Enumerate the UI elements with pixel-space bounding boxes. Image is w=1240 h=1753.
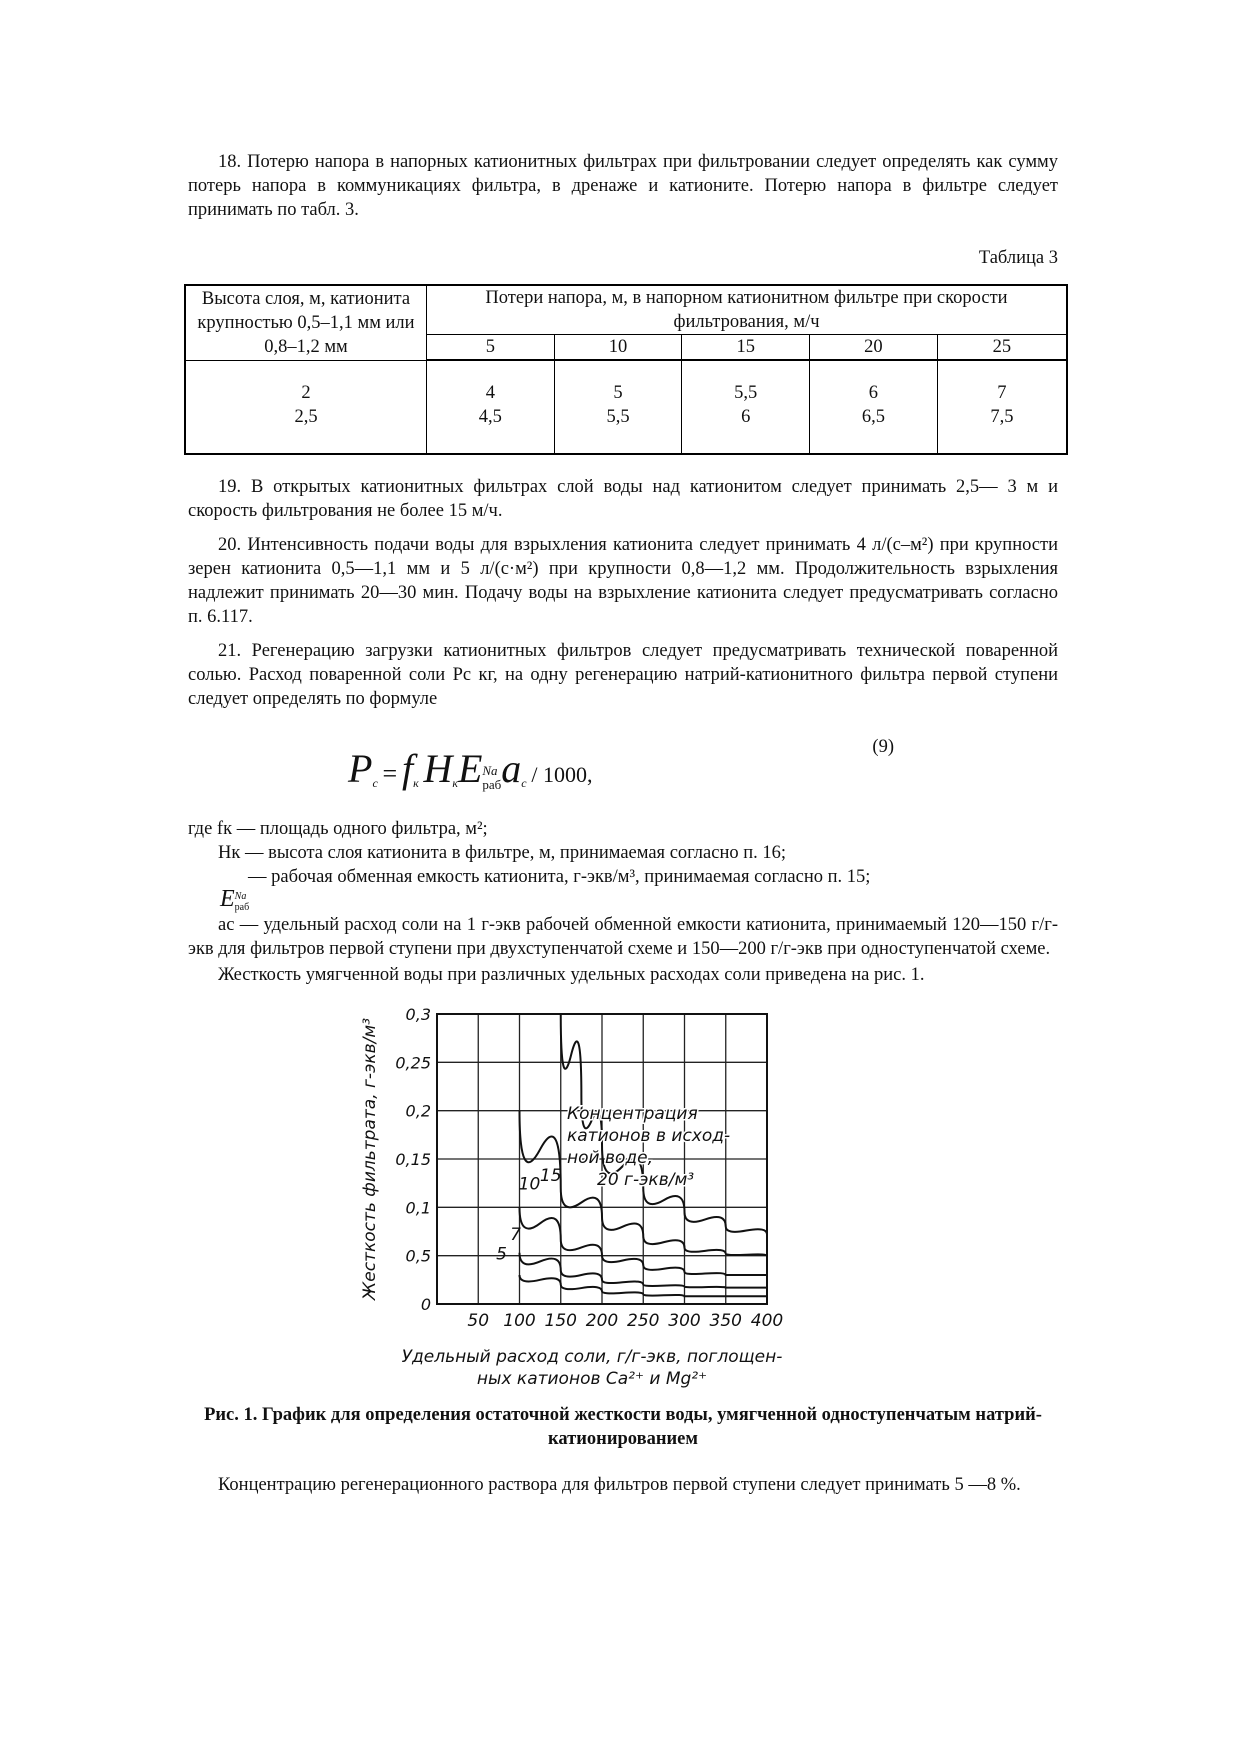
paragraph-21: 21. Регенерацию загрузки катионитных фильтров следует предусматривать технической поваренной солью. Расход поваренной соли Pc кг, на одну регенерацию натрий-катионитного фильтра первой ступени следует определять по формуле [188,641,1058,709]
legend-annotation: ной воде, [567,1148,654,1168]
y-tick-label: 0,15 [395,1150,431,1169]
x-tick-label: 300 [668,1311,701,1331]
def-fk: где fк — площадь одного фильтра, м²; [188,819,488,839]
formula: $P_c = f_к$ $H_кENa$ рабa$_c$ / 1000, [348,746,593,792]
speed-header: 25 [937,335,1067,361]
paragraph-19: 19. В открытых катионитных фильтрах слой воды над катионитом следует принимать 2,5— 3 м и скорость фильтрования не более 15 м/ч. [188,477,1058,521]
hardness-chart [337,999,857,1399]
formula-number: (9) [872,737,894,757]
table-row [185,360,1067,454]
def-ac: ac — удельный расход соли на 1 г-экв рабочей обменной емкости катионита, принимаемый 120—150 г/г-экв для фильтров первой ступени при двухступенчатой схеме и 150—200 г/г-экв при одноступенчатой схеме. [188,915,1058,959]
y-tick-label: 0,3 [405,1005,431,1024]
table-cell: 6 6,5 [810,360,938,454]
paragraph-20: 20. Интенсивность подачи воды для взрыхления катионита следует принимать 4 л/(с–м²) при крупности зерен катионита 0,5—1,1 мм и 5 л/(с·м²) при крупности 0,8—1,2 мм. Продолжительность взрыхления надлежит принимать 20—30 мин. Подачу воды на взрыхление катионита следует предусматривать согласно п. 6.117. [188,535,1058,627]
def-e-symbol: ENa раб [220,886,250,913]
table-cell: 7 7,5 [937,360,1067,454]
legend-annotation: катионов в исход- [567,1126,731,1146]
def-e: — рабочая обменная емкость катионита, г-экв/м³, принимаемая согласно п. 15; [248,867,871,887]
chart-svg [337,999,857,1399]
head-loss-table [184,284,1068,455]
series-label-15: 15 [539,1165,562,1186]
table-cell: 5 5,5 [554,360,682,454]
table-cell: 5,5 6 [682,360,810,454]
y-tick-label: 0,5 [405,1246,431,1266]
speed-header: 10 [554,335,682,361]
legend-annotation: 20 г-экв/м³ [597,1170,695,1190]
table-col1-header: Высота слоя, м, катионита крупностью 0,5–1,1 мм или 0,8–1,2 мм [185,285,427,360]
table-cell-heights: 2 2,5 [185,360,427,454]
paragraph-18: 18. Потерю напора в напорных катионитных фильтрах при фильтровании следует определять как сумму потерь напора в коммуникациях фильтра, в дренаже и катионите. Потерю напора в фильтре следует принимать по табл. 3. [188,152,1058,220]
series-label-5: 5 [496,1244,507,1265]
x-axis-label-line2: ных катионов Ca²⁺ и Mg²⁺ [476,1369,708,1389]
formula-block [188,721,1058,817]
x-axis-label-line1: Удельный расход соли, г/г-экв, поглощен- [401,1347,783,1367]
speed-header: 5 [427,335,555,361]
x-tick-label: 200 [585,1311,619,1331]
table-caption: Таблица 3 [978,248,1058,268]
table-cell: 4 4,5 [427,360,555,454]
y-axis-label: Жесткость фильтрата, г-экв/м³ [360,1017,380,1301]
document-page [188,150,1058,1497]
legend-annotation: Концентрация [567,1104,698,1124]
series-label-7: 7 [510,1225,521,1245]
speed-header: 20 [810,335,938,361]
series-line-20 [561,1014,767,1234]
paragraph-final: Концентрацию регенерационного раствора для фильтров первой ступени следует принимать 5 —8 %. [218,1475,1021,1495]
def-hk: Hк — высота слоя катионита в фильтре, м, принимаемая согласно п. 16; [218,843,787,863]
table-group-header: Потери напора, м, в напорном катионитном фильтре при скорости фильтрования, м/ч [427,285,1068,335]
formula-definitions [188,817,1058,961]
paragraph-hardness: Жесткость умягченной воды при различных удельных расходах соли приведена на рис. 1. [218,965,925,985]
speed-header: 15 [682,335,810,361]
y-tick-label: 0,25 [395,1053,431,1073]
series-label-10: 10 [518,1174,541,1195]
x-tick-label: 100 [503,1311,536,1331]
x-tick-label: 50 [467,1311,490,1331]
x-tick-label: 250 [627,1311,660,1331]
x-tick-label: 400 [750,1311,784,1331]
x-tick-label: 350 [709,1311,742,1331]
y-tick-label: 0 [420,1295,431,1314]
y-tick-label: 0,2 [405,1101,431,1121]
y-tick-label: 0,1 [405,1198,431,1218]
figure-caption: Рис. 1. График для определения остаточной жесткости воды, умягченной одноступенчатым натрий-катионированием [204,1405,1042,1449]
x-tick-label: 150 [544,1311,577,1331]
